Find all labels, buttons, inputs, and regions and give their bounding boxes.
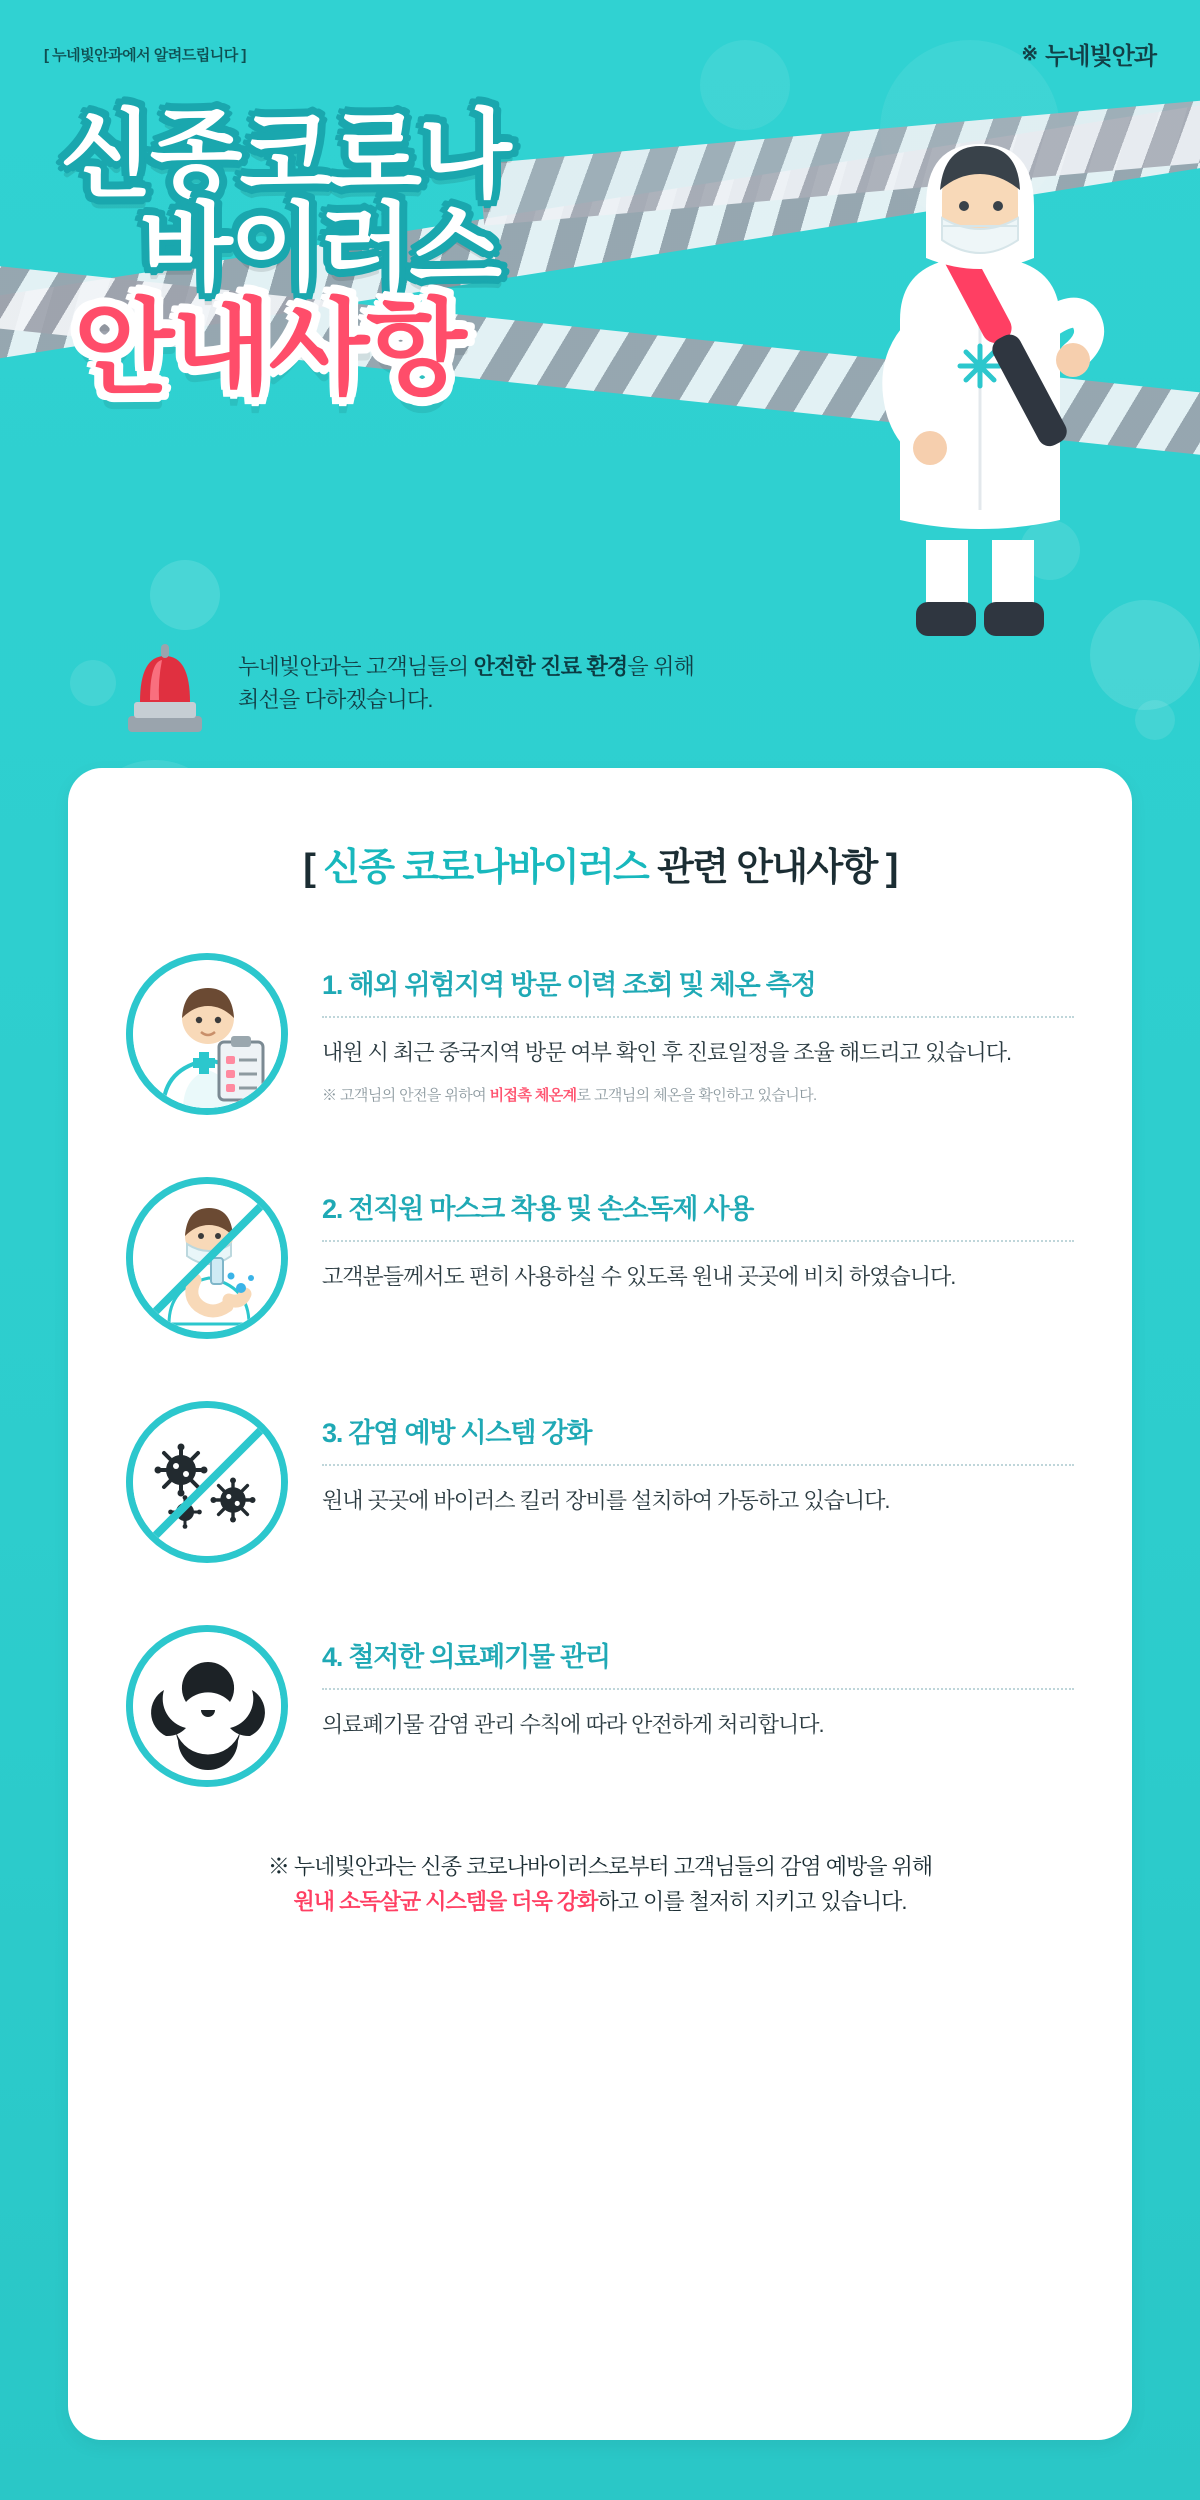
footer-line-2-rest: 하고 이를 철저히 지키고 있습니다. xyxy=(597,1889,907,1915)
header-tag: [ 누네빛안과에서 알려드립니다 ] xyxy=(44,47,246,64)
lead-section xyxy=(120,640,980,740)
title-line-1: 신종코로나 xyxy=(60,102,509,209)
item-body xyxy=(322,953,1074,1115)
info-item-list xyxy=(126,953,1074,1787)
item-note-suffix: 로 고객님의 체온을 확인하고 있습니다. xyxy=(576,1087,817,1105)
snowflake-icon: ※ xyxy=(1021,43,1038,65)
lead-text-part2: 을 위해 xyxy=(627,654,695,679)
card-title-open: [ xyxy=(303,847,324,889)
title-line-2: 바이러스 xyxy=(140,195,499,303)
card-title-highlight: 신종 코로나바이러스 xyxy=(323,847,649,889)
card-title xyxy=(68,836,1132,891)
item-note-strong: 비접촉 체온계 xyxy=(489,1087,577,1105)
item-title: 2. 전직원 마스크 착용 및 손소독제 사용 xyxy=(322,1194,754,1224)
info-card xyxy=(68,768,1132,2440)
lead-text-part3: 최선을 다하겠습니다. xyxy=(238,687,433,712)
doctor-illustration xyxy=(830,110,1130,670)
card-title-rest: 관련 안내사항 xyxy=(648,847,877,889)
item-body xyxy=(322,1401,1074,1563)
title-line-3: 안내사항 xyxy=(74,291,464,408)
decorative-circle xyxy=(70,660,116,706)
item-note xyxy=(322,1084,1074,1105)
item-title: 4. 철저한 의료폐기물 관리 xyxy=(322,1642,610,1672)
biohazard-icon xyxy=(126,1625,288,1787)
no-virus-icon xyxy=(126,1401,288,1563)
footer-line-1: ※ 누네빛안과는 신종 코로나바이러스로부터 고객님들의 감염 예방을 위해 xyxy=(267,1854,933,1879)
footer-line-2-highlight: 원내 소독살균 시스템을 더욱 강화 xyxy=(293,1889,598,1915)
brand-logo xyxy=(1021,36,1156,71)
decorative-circle xyxy=(1135,700,1175,740)
item-note-prefix: ※ 고객님의 안전을 위하여 xyxy=(322,1087,490,1105)
divider xyxy=(322,1464,1074,1466)
item-description: 고객분들께서도 편히 사용하실 수 있도록 원내 곳곳에 비치 하였습니다. xyxy=(322,1264,956,1289)
item-description: 내원 시 최근 중국지역 방문 여부 확인 후 진료일정을 조율 해드리고 있습니다. xyxy=(322,1040,1012,1065)
list-item xyxy=(126,1625,1074,1787)
handwash-mask-icon xyxy=(126,1177,288,1339)
item-description: 의료폐기물 감염 관리 수칙에 따라 안전하게 처리합니다. xyxy=(322,1712,824,1737)
list-item xyxy=(126,1401,1074,1563)
divider xyxy=(322,1016,1074,1018)
card-title-close: ] xyxy=(876,847,897,889)
list-item xyxy=(126,1177,1074,1339)
lead-text-strong: 안전한 진료 환경 xyxy=(473,654,628,679)
lead-text-part1: 누네빛안과는 고객님들의 xyxy=(238,654,474,679)
item-body xyxy=(322,1177,1074,1339)
item-description: 원내 곳곳에 바이러스 킬러 장비를 설치하여 가동하고 있습니다. xyxy=(322,1488,890,1513)
list-item xyxy=(126,953,1074,1115)
decorative-circle xyxy=(150,560,220,630)
divider xyxy=(322,1240,1074,1242)
poster-title xyxy=(60,102,780,408)
item-title: 1. 해외 위험지역 방문 이력 조회 및 체온 측정 xyxy=(322,970,816,1000)
siren-icon xyxy=(120,640,210,740)
doctor-clipboard-icon xyxy=(126,953,288,1115)
divider xyxy=(322,1688,1074,1690)
brand-name: 누네빛안과 xyxy=(1045,43,1156,70)
card-footer-note xyxy=(126,1849,1074,1919)
item-body xyxy=(322,1625,1074,1787)
lead-text xyxy=(238,640,694,716)
item-title: 3. 감염 예방 시스템 강화 xyxy=(322,1418,592,1448)
